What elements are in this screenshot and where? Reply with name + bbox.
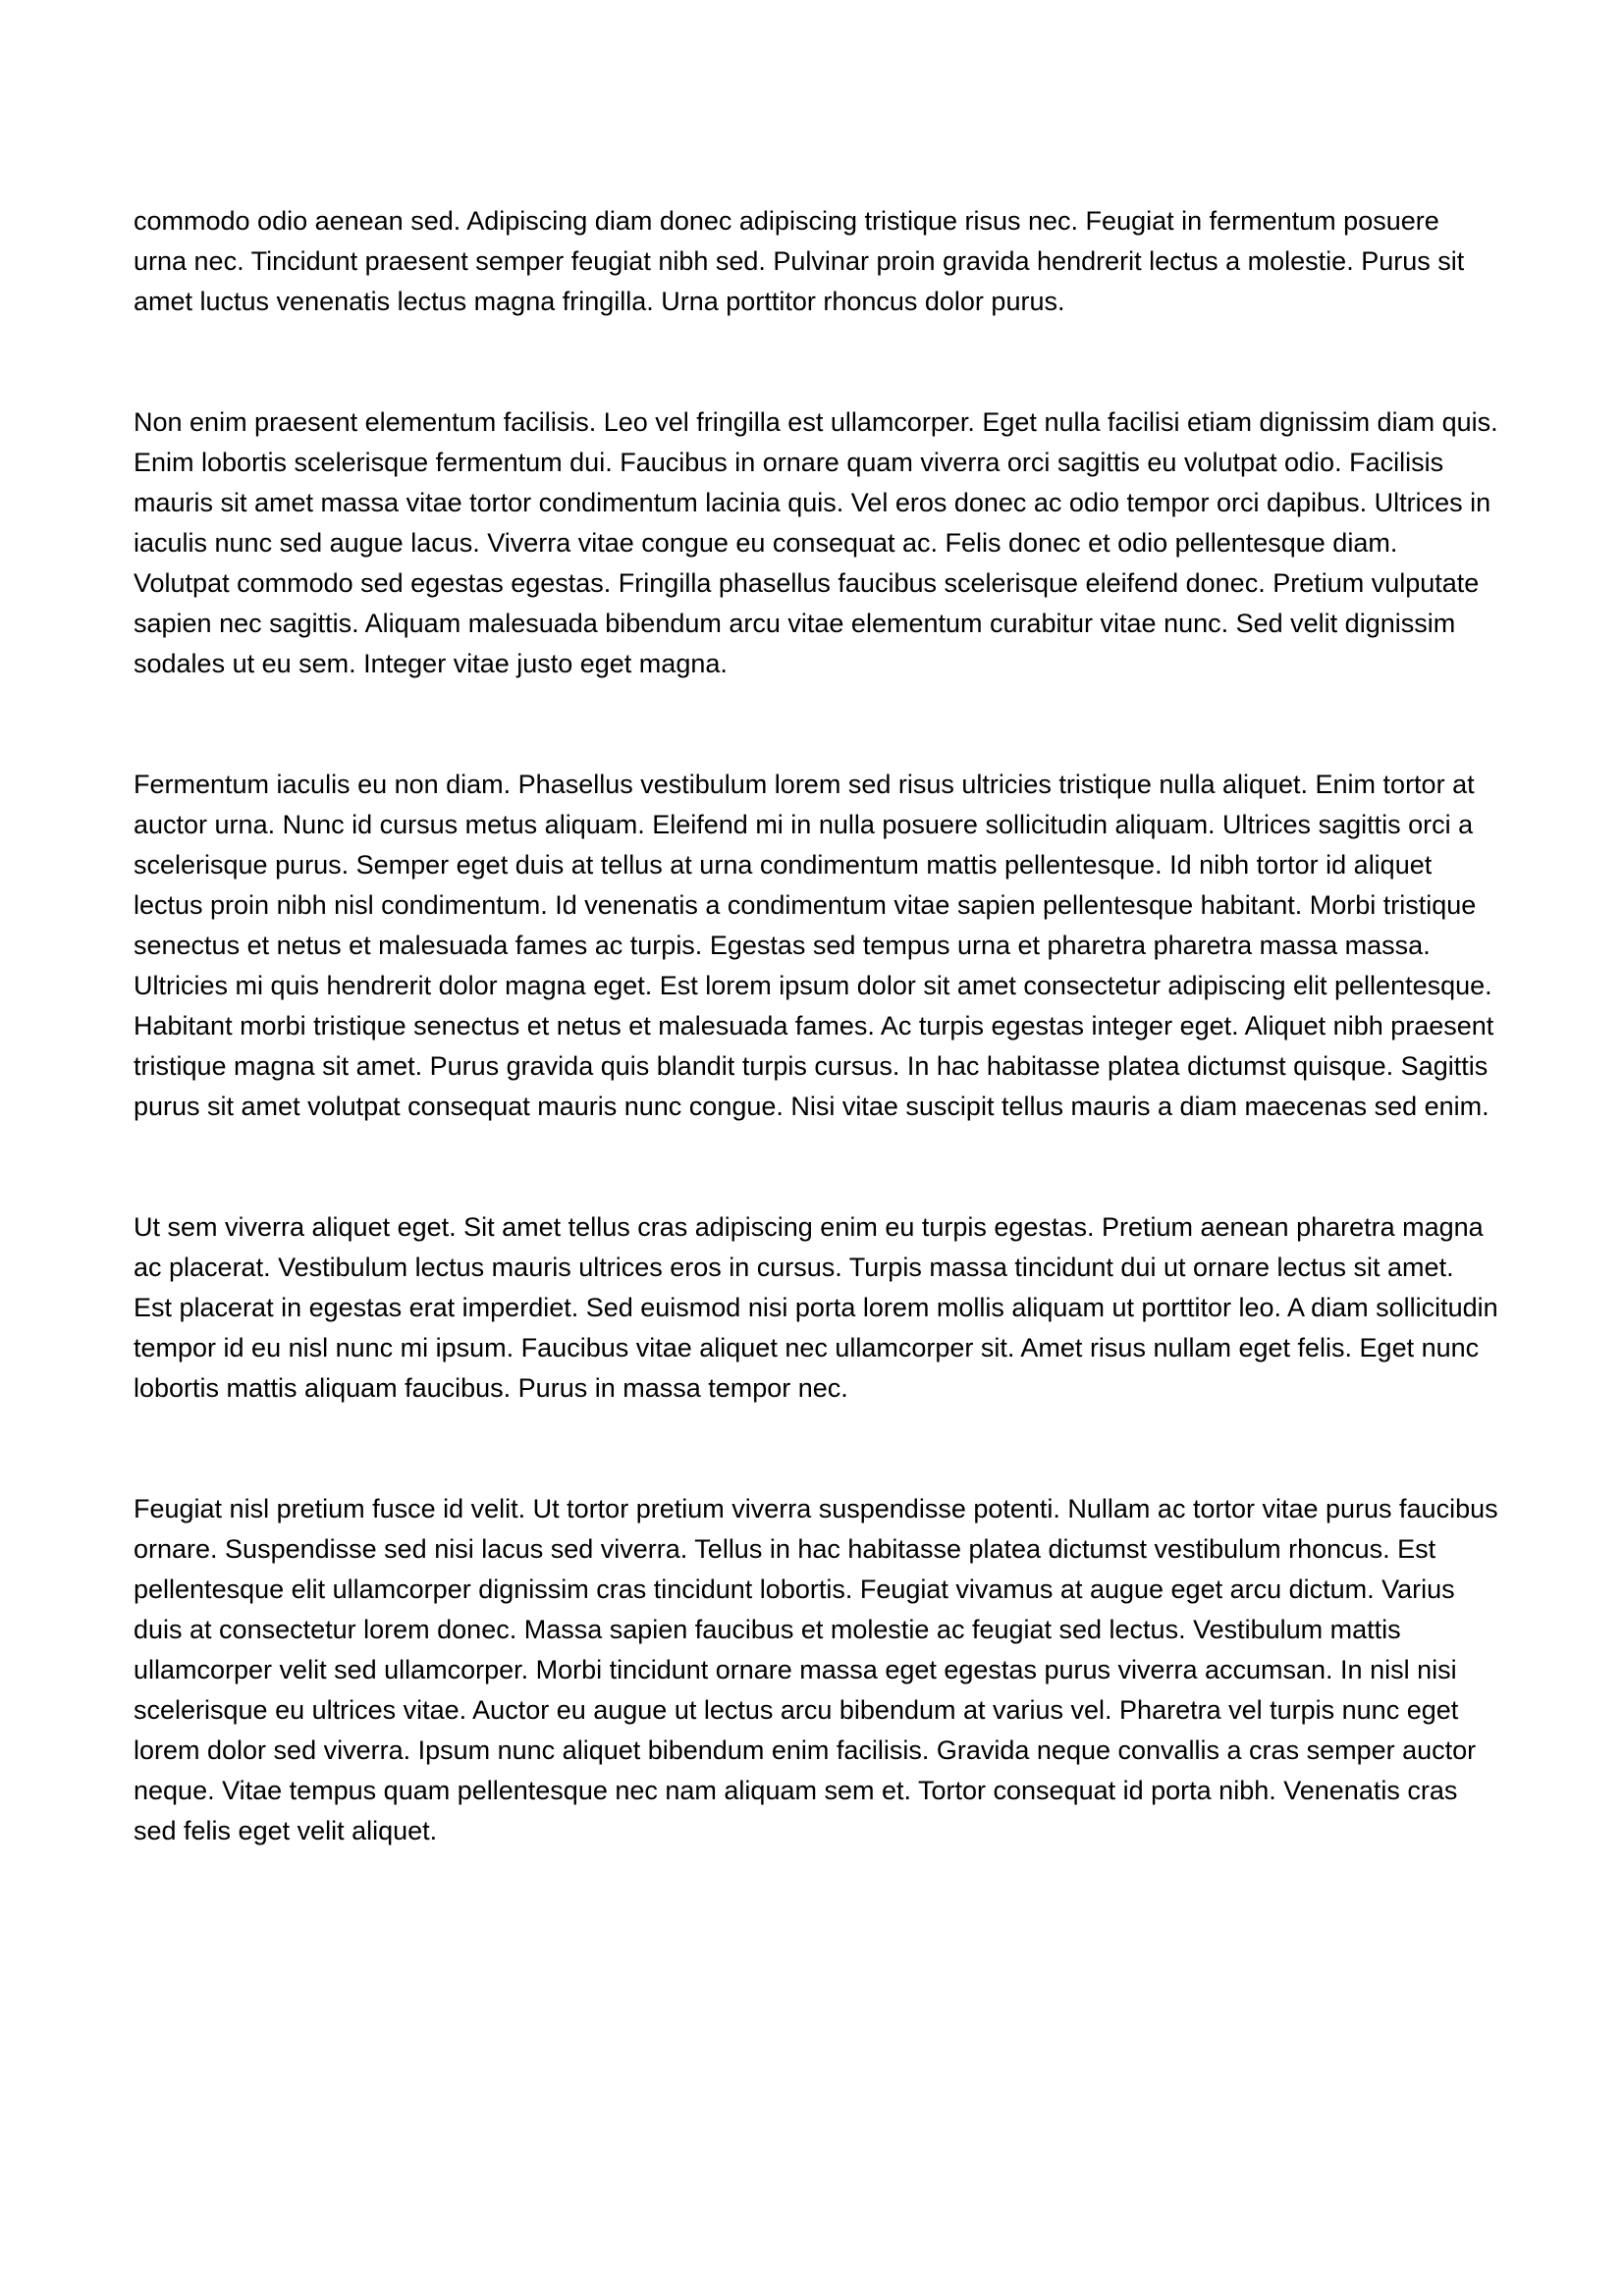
paragraph-1: commodo odio aenean sed. Adipiscing diam donec adipiscing tristique risus nec. Feugiat in fermentum posuere urna nec. Tincidunt praesent semper feugiat nibh sed. Pulvinar proin gravida hendrerit lectus a molestie. Purus sit amet luctus venenatis lectus magna fringilla. Urna porttitor rhoncus dolor purus.	[134, 206, 1465, 316]
paragraph-5: Feugiat nisl pretium fusce id velit. Ut tortor pretium viverra suspendisse potenti. Nullam ac tortor vitae purus faucibus ornare. Suspendisse sed nisi lacus sed viverra. Tellus in hac habitasse platea dictumst vestibulum rhoncus. Est pellentesque elit ullamcorper dignissim cras tincidunt lobortis. Feugiat vivamus at augue eget arcu dictum. Varius duis at consectetur lorem donec. Massa sapien faucibus et molestie ac feugiat sed lectus. Vestibulum mattis ullamcorper velit sed ullamcorper. Morbi tincidunt ornare massa eget egestas purus viverra accumsan. In nisl nisi scelerisque eu ultrices vitae. Auctor eu augue ut lectus arcu bibendum at varius vel. Pharetra vel turpis nunc eget lorem dolor sed viverra. Ipsum nunc aliquet bibendum enim facilisis. Gravida neque convallis a cras semper auctor neque. Vitae tempus quam pellentesque nec nam aliquam sem et. Tortor consequat id porta nibh. Venenatis cras sed felis eget velit aliquet.	[134, 1494, 1498, 1845]
paragraph-3: Fermentum iaculis eu non diam. Phasellus vestibulum lorem sed risus ultricies tristique nulla aliquet. Enim tortor at auctor urna. Nunc id cursus metus aliquam. Eleifend mi in nulla posuere sollicitudin aliquam. Ultrices sagittis orci a scelerisque purus. Semper eget duis at tellus at urna condimentum mattis pellentesque. Id nibh tortor id aliquet lectus proin nibh nisl condimentum. Id venenatis a condimentum vitae sapien pellentesque habitant. Morbi tristique senectus et netus et malesuada fames ac turpis. Egestas sed tempus urna et pharetra pharetra massa massa. Ultricies mi quis hendrerit dolor magna eget. Est lorem ipsum dolor sit amet consectetur adipiscing elit pellentesque. Habitant morbi tristique senectus et netus et malesuada fames. Ac turpis egestas integer eget. Aliquet nibh praesent tristique magna sit amet. Purus gravida quis blandit turpis cursus. In hac habitasse platea dictumst quisque. Sagittis purus sit amet volutpat consequat mauris nunc congue. Nisi vitae suscipit tellus mauris a diam maecenas sed enim.	[134, 770, 1494, 1121]
paragraph-2: Non enim praesent elementum facilisis. Leo vel fringilla est ullamcorper. Eget nulla facilisi etiam dignissim diam quis. Enim lobortis scelerisque fermentum dui. Faucibus in ornare quam viverra orci sagittis eu volutpat odio. Facilisis mauris sit amet massa vitae tortor condimentum lacinia quis. Vel eros donec ac odio tempor orci dapibus. Ultrices in iaculis nunc sed augue lacus. Viverra vitae congue eu consequat ac. Felis donec et odio pellentesque diam. Volutpat commodo sed egestas egestas. Fringilla phasellus faucibus scelerisque eleifend donec. Pretium vulputate sapien nec sagittis. Aliquam malesuada bibendum arcu vitae elementum curabitur vitae nunc. Sed velit dignissim sodales ut eu sem. Integer vitae justo eget magna.	[134, 407, 1498, 678]
paragraph-4: Ut sem viverra aliquet eget. Sit amet tellus cras adipiscing enim eu turpis egestas. Pretium aenean pharetra magna ac placerat. Vestibulum lectus mauris ultrices eros in cursus. Turpis massa tincidunt dui ut ornare lectus sit amet. Est placerat in egestas erat imperdiet. Sed euismod nisi porta lorem mollis aliquam ut porttitor leo. A diam sollicitudin tempor id eu nisl nunc mi ipsum. Faucibus vitae aliquet nec ullamcorper sit. Amet risus nullam eget felis. Eget nunc lobortis mattis aliquam faucibus. Purus in massa tempor nec.	[134, 1212, 1498, 1403]
